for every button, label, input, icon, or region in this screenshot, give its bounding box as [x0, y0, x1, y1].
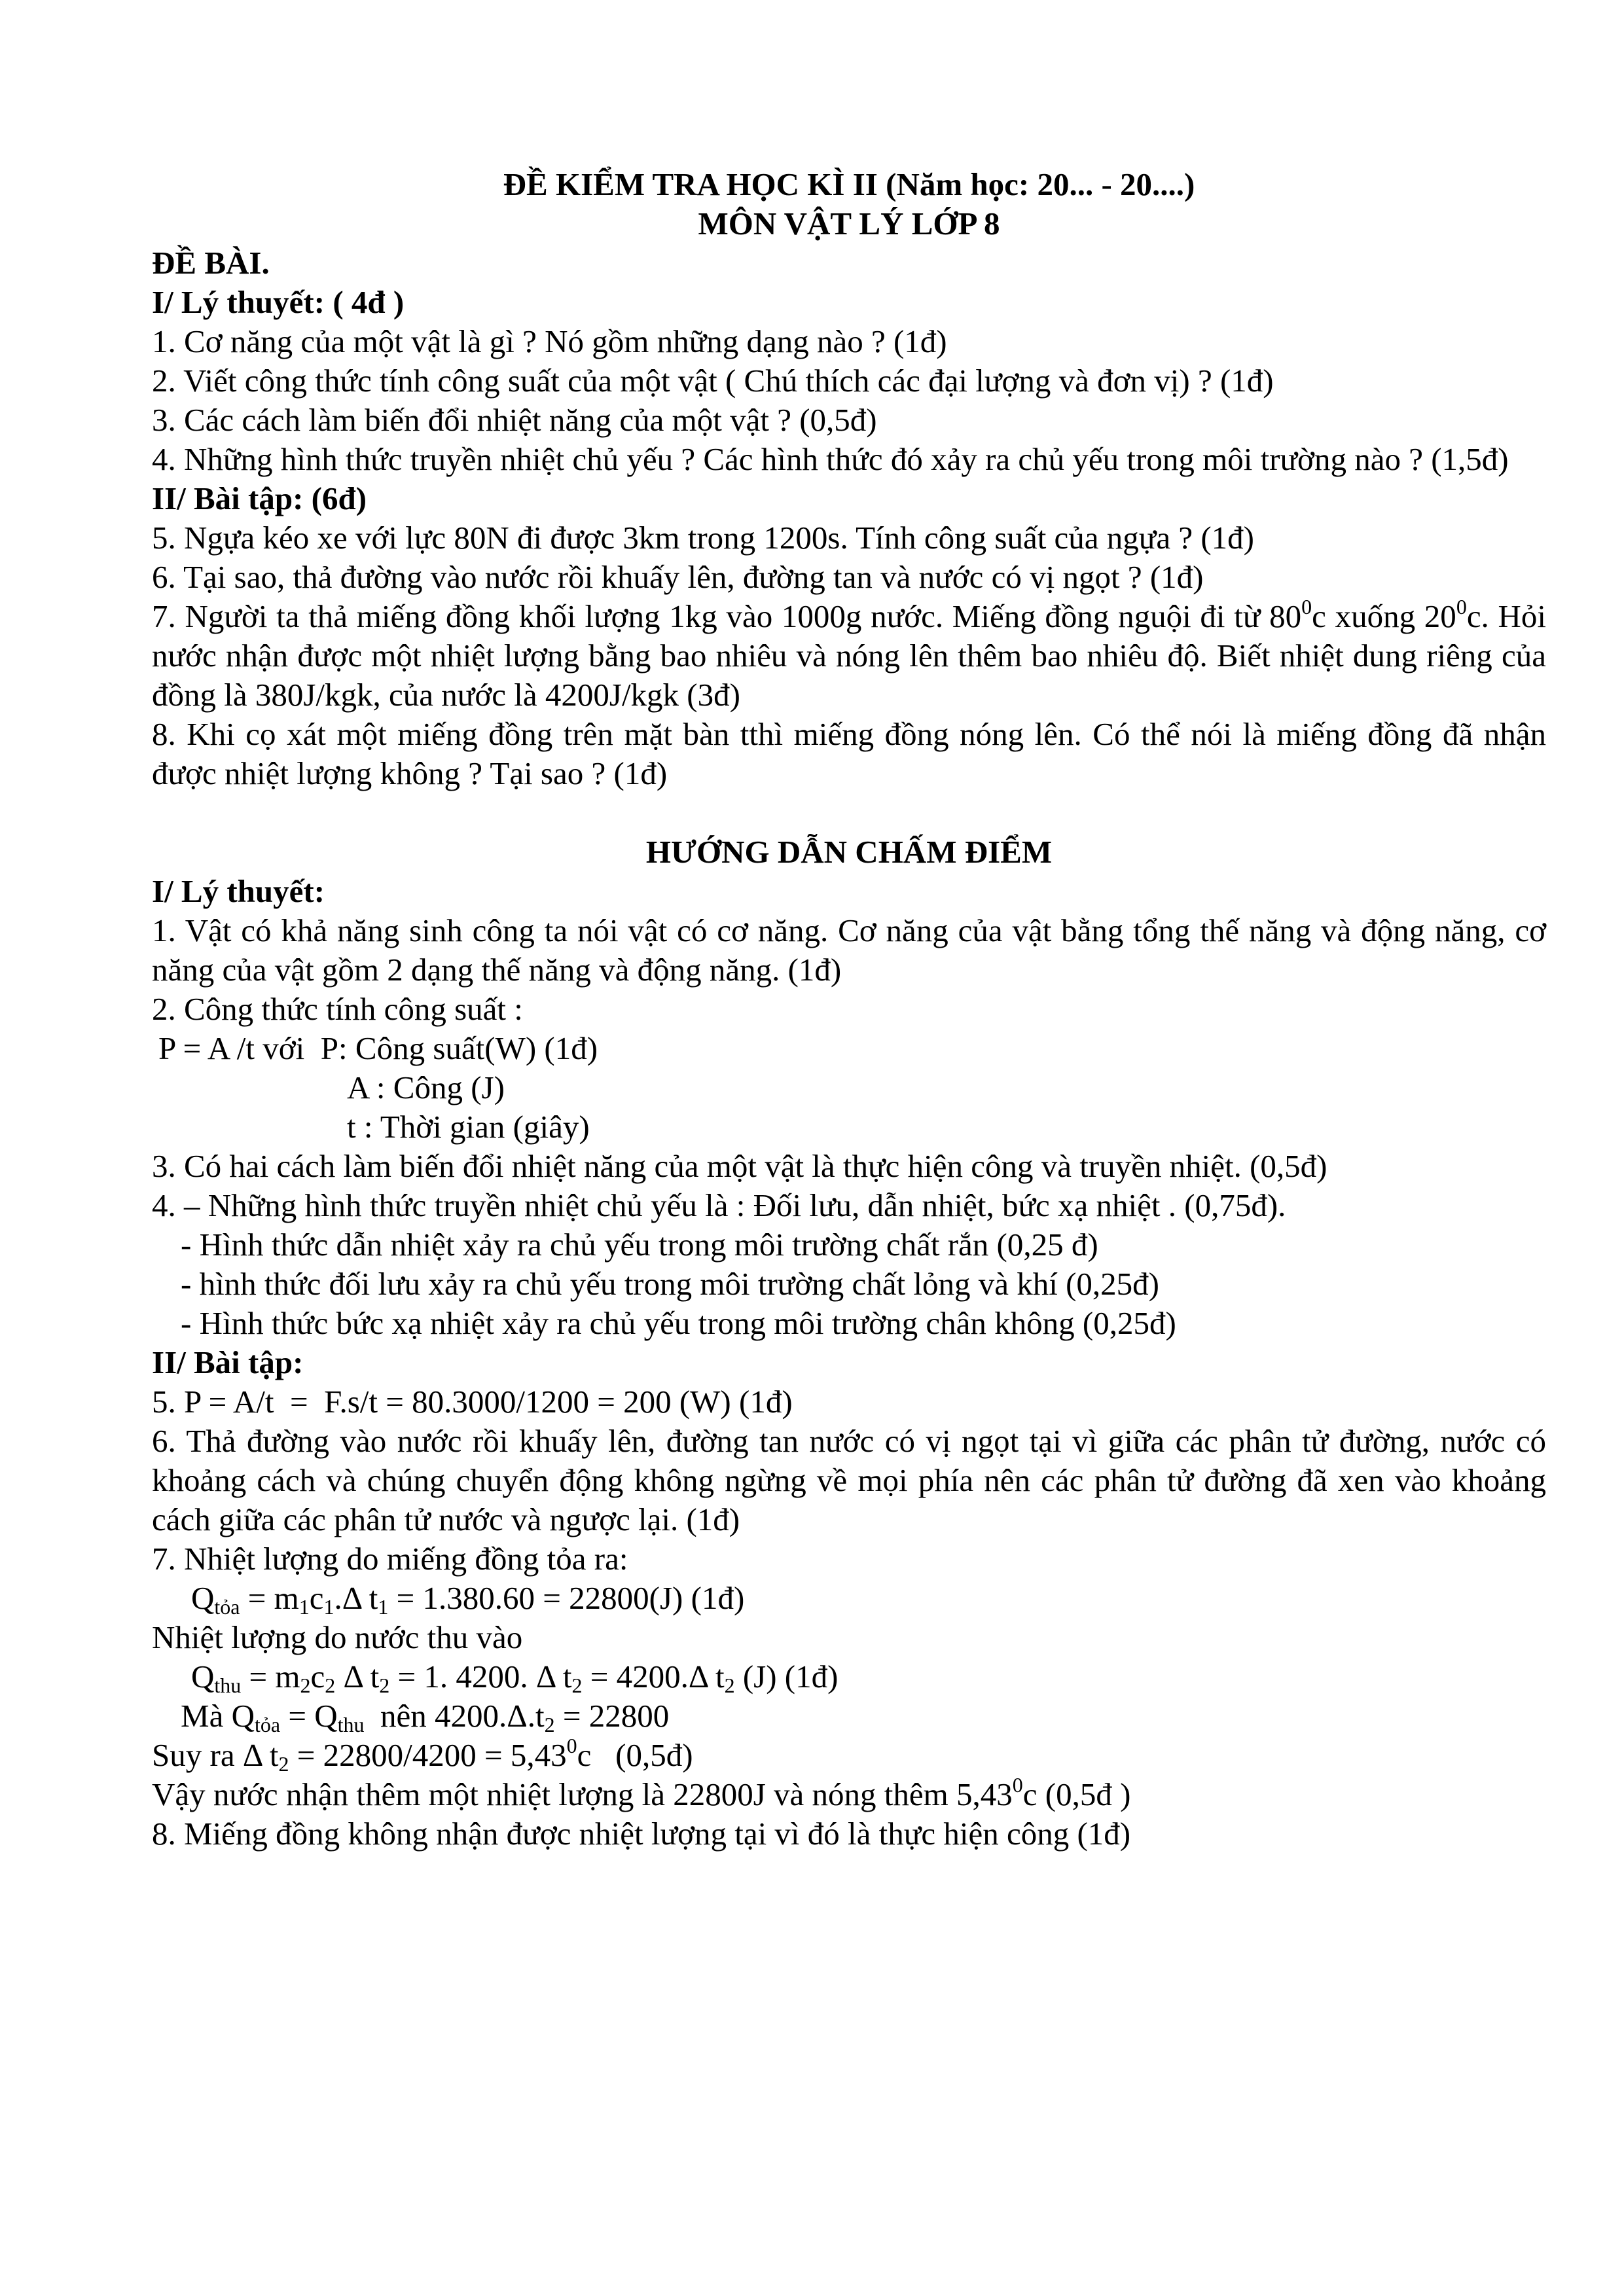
- question-1: 1. Cơ năng của một vật là gì ? Nó gồm những dạng nào ? (1đ): [152, 323, 947, 359]
- answer-8: 8. Miếng đồng không nhận được nhiệt lượng tại vì đó là thực hiện công (1đ): [152, 1816, 1131, 1852]
- question-7-part-a: 7. Người ta thả miếng đồng khối lượng 1kg vào 1000g nước. Miếng đồng nguội đi từ 80: [152, 598, 1302, 634]
- answer-6: 6. Thả đường vào nước rồi khuấy lên, đường tan nước có vị ngọt tại vì giữa các phân tử đường, nước có khoảng cách và chúng chuyển động không ngừng về mọi phía nên các phân tử đường đã xen vào khoảng cách giữa các phân tử nước và ngược lại. (1đ): [152, 1423, 1546, 1537]
- question-8: 8. Khi cọ xát một miếng đồng trên mặt bàn tthì miếng đồng nóng lên. Có thể nói là miếng đồng đã nhận được nhiệt lượng không ? Tại sao ? (1đ): [152, 716, 1546, 791]
- exam-subject: MÔN VẬT LÝ LỚP 8: [698, 206, 1000, 242]
- answer-7-heat-released: $Q_{tỏa} = m_1c_1.\Delta$ $t_1 = 1.380.60 = 22800(J)$ (1đ): [191, 1580, 745, 1619]
- answer-5: 5. P = A/t = F.s/t = 80.3000/1200 = 200 (W) (1đ): [152, 1384, 793, 1420]
- answer-7-balance: Mà $Q_{tỏa} = Q_{thu}$ nên $4200.\Delta.t_2 = 22800$: [181, 1698, 670, 1736]
- document-page: [152, 165, 1546, 1854]
- question-7-degree-1: 0: [1301, 595, 1312, 619]
- section-gap: [152, 793, 1546, 833]
- answer-2-title: 2. Công thức tính công suất :: [152, 991, 523, 1027]
- question-2: 2. Viết công thức tính công suất của một vật ( Chú thích các đại lượng và đơn vị) ? (1đ): [152, 363, 1274, 399]
- question-4: 4. Những hình thức truyền nhiệt chủ yếu ? Các hình thức đó xảy ra chủ yếu trong môi trường nào ? (1,5đ): [152, 441, 1509, 477]
- question-7-part-c: c. Hỏi nước nhận được một nhiệt lượng bằng bao nhiêu và nóng lên thêm bao nhiêu độ. Biết nhiệt dung riêng của đồng là 380J/kgk, của nước là 4200J/kgk (3đ): [152, 598, 1547, 713]
- question-7: [152, 597, 1546, 715]
- theory-heading: I/ Lý thuyết: ( 4đ ): [152, 284, 405, 320]
- answer-2-work: A : Công (J): [347, 1069, 505, 1105]
- exercise-heading: II/ Bài tập: (6đ): [152, 480, 367, 516]
- exam-heading: ĐỀ BÀI.: [152, 245, 270, 281]
- answer-4-convection: - hình thức đối lưu xảy ra chủ yếu trong môi trường chất lỏng và khí (0,25đ): [181, 1266, 1159, 1302]
- question-7-degree-2: 0: [1456, 595, 1467, 619]
- answer-1: 1. Vật có khả năng sinh công ta nói vật có cơ năng. Cơ năng của vật bằng tổng thế năng và động năng, cơ năng của vật gồm 2 dạng thế năng và động năng. (1đ): [152, 912, 1546, 988]
- answer-2-time: t : Thời gian (giây): [347, 1109, 590, 1145]
- question-7-part-b: c xuống 20: [1312, 598, 1456, 634]
- answers-theory-heading: I/ Lý thuyết:: [152, 873, 325, 909]
- answer-7-water-label: Nhiệt lượng do nước thu vào: [152, 1619, 523, 1655]
- answer-2-formula: P = A /t với P: Công suất(W) (1đ): [158, 1030, 598, 1066]
- answer-3: 3. Có hai cách làm biến đổi nhiệt năng của một vật là thực hiện công và truyền nhiệt. (0,5đ): [152, 1148, 1327, 1184]
- question-6: 6. Tại sao, thả đường vào nước rồi khuấy lên, đường tan và nước có vị ngọt ? (1đ): [152, 559, 1204, 595]
- answer-7-result: Suy ra Δ $t_2 = 22800/4200 = 5,43^0c$ (0,5đ): [152, 1734, 693, 1776]
- question-5: 5. Ngựa kéo xe với lực 80N đi được 3km trong 1200s. Tính công suất của ngựa ? (1đ): [152, 520, 1254, 556]
- answer-7-title: 7. Nhiệt lượng do miếng đồng tỏa ra:: [152, 1541, 628, 1577]
- answer-4-radiation: - Hình thức bức xạ nhiệt xảy ra chủ yếu trong môi trường chân không (0,25đ): [181, 1305, 1176, 1341]
- exam-title: ĐỀ KIỂM TRA HỌC KÌ II (Năm học: 20... - 20....): [503, 166, 1195, 202]
- answer-4: 4. – Những hình thức truyền nhiệt chủ yếu là : Đối lưu, dẫn nhiệt, bức xạ nhiệt . (0,75đ).: [152, 1187, 1286, 1223]
- answer-4-conduction: - Hình thức dẫn nhiệt xảy ra chủ yếu trong môi trường chất rắn (0,25 đ): [181, 1227, 1098, 1263]
- question-3: 3. Các cách làm biến đổi nhiệt năng của một vật ? (0,5đ): [152, 402, 877, 438]
- answers-exercise-heading: II/ Bài tập:: [152, 1344, 304, 1380]
- answers-heading: HƯỚNG DẪN CHẤM ĐIỂM: [645, 834, 1053, 870]
- answer-7-heat-absorbed: $Q_{thu} = m_2c_2$ Δ $t_2 = 1$. 4200. Δ $t_2 = 4200.\Delta$ $t_2$ (J) (1đ): [191, 1659, 839, 1697]
- answer-7-conclusion: Vậy nước nhận thêm một nhiệt lượng là 22800J và nóng thêm 5,43$^0$c (0,5đ ): [152, 1773, 1131, 1812]
